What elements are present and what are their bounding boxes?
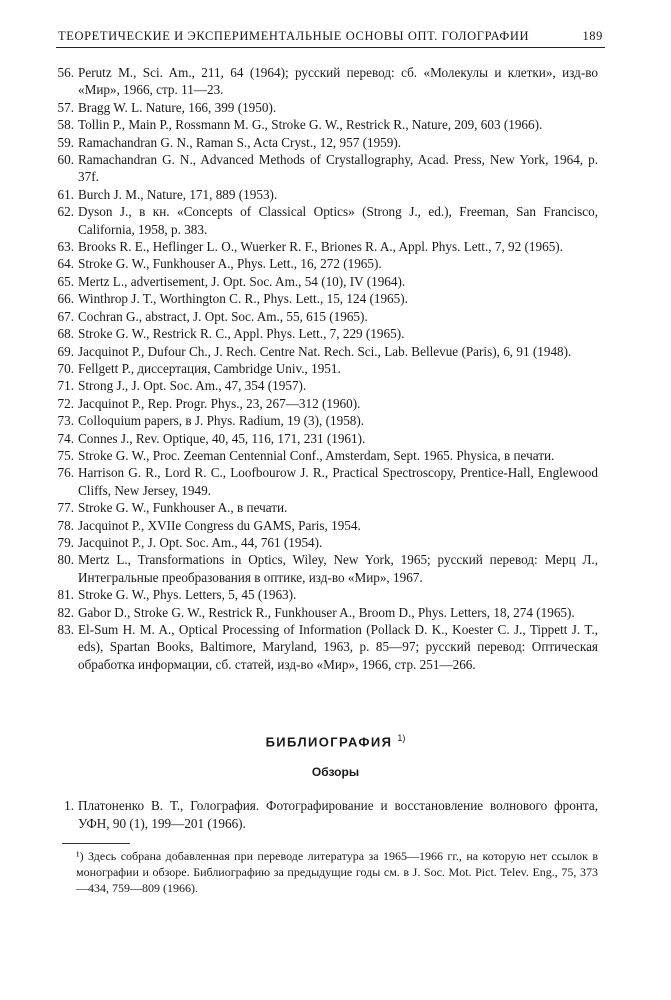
footnote-rule <box>62 843 130 844</box>
reference-item: 69. Jacquinot P., Dufour Ch., J. Rech. Centre Nat. Rech. Sci., Lab. Bellevue (Paris), 6, 91 (1948). <box>57 343 572 359</box>
reference-item: 62. Dyson J., в кн. «Concepts of Classical Optics» (Strong J., ed.), Freeman, San Francisco, California, 1958, p. 383. <box>57 204 598 237</box>
reference-item: 71. Strong J., J. Opt. Soc. Am., 47, 354 (1957). <box>57 378 307 394</box>
reference-item: 65. Mertz L., advertisement, J. Opt. Soc. Am., 54 (10), IV (1964). <box>57 273 406 289</box>
footnote-marker: 1) <box>397 733 406 743</box>
reference-item: 67. Cochran G., abstract, J. Opt. Soc. Am., 55, 615 (1965). <box>57 308 368 324</box>
reference-item: 60. Ramachandran G. N., Advanced Methods of Crystallography, Acad. Press, New York, 1964, p. 37f. <box>57 152 598 185</box>
reference-item: 75. Stroke G. W., Proc. Zeeman Centennial Conf., Amsterdam, Sept. 1965. Physica, в печати. <box>57 447 555 463</box>
reference-item: 59. Ramachandran G. N., Raman S., Acta Cryst., 12, 957 (1959). <box>57 134 402 150</box>
reference-item: 78. Jacquinot P., XVIIe Congress du GAMS, Paris, 1954. <box>57 517 361 533</box>
bibliography-title: БИБЛИОГРАФИЯ <box>265 734 393 750</box>
running-head <box>58 28 603 44</box>
reference-item: 73. Colloquium papers, в J. Phys. Radium, 19 (3), (1958). <box>57 413 365 429</box>
bibliography-item: 1. Платоненко В. Т., Голография. Фотографирование и восстановление волнового фронта, УФН, 90 (1), 199—201 (1966). <box>64 798 598 832</box>
header-rule <box>56 47 605 48</box>
bibliography-list <box>52 797 598 834</box>
reference-item: 72. Jacquinot P., Rep. Progr. Phys., 23, 267—312 (1960). <box>57 395 361 411</box>
reference-item: 82. Gabor D., Stroke G. W., Restrick R., Funkhouser A., Broom D., Phys. Letters, 18, 274 (1965). <box>57 604 575 620</box>
reference-list <box>52 64 598 673</box>
footnote: ¹) Здесь собрана добавленная при переводе литература за 1965—1966 гг., на которую нет ссылок в монографии и обзоре. Библиографию за предыдущие годы см. в J. Soc. Mot. Pict. Telev. Eng., 75, 373—434, 759—809 (1966). <box>76 849 598 895</box>
reference-item: 80. Mertz L., Transformations in Optics, Wiley, New York, 1965; русский перевод: Мерц Л., Интегральные преобразования в оптике, изд-во «Мир», 1967. <box>57 552 598 585</box>
reference-item: 56. Perutz M., Sci. Am., 211, 64 (1964); русский перевод: сб. «Молекулы и клетки», изд-во «Мир», 1966, стр. 11—23. <box>57 65 598 98</box>
reference-item: 81. Stroke G. W., Phys. Letters, 5, 45 (1963). <box>57 587 297 603</box>
reference-item: 77. Stroke G. W., Funkhouser A., в печати. <box>57 500 288 516</box>
reference-item: 63. Brooks R. E., Heflinger L. O., Wuerker R. F., Briones R. A., Appl. Phys. Lett., 7, 92 (1965). <box>57 239 563 255</box>
reference-item: 70. Fellgett P., диссертация, Cambridge Univ., 1951. <box>57 360 341 376</box>
reference-item: 64. Stroke G. W., Funkhouser A., Phys. Lett., 16, 272 (1965). <box>57 256 382 272</box>
reference-item: 66. Winthrop J. T., Worthington C. R., Phys. Lett., 15, 124 (1965). <box>57 291 408 307</box>
reference-item: 58. Tollin P., Main P., Rossmann M. G., Stroke G. W., Restrick R., Nature, 209, 603 (1966). <box>57 117 543 133</box>
bibliography-heading <box>0 729 671 751</box>
reference-item: 68. Stroke G. W., Restrick R. C., Appl. Phys. Lett., 7, 229 (1965). <box>57 326 405 342</box>
page-number: 189 <box>582 29 603 43</box>
reference-item: 57. Bragg W. L. Nature, 166, 399 (1950). <box>57 99 277 115</box>
reference-item: 79. Jacquinot P., J. Opt. Soc. Am., 44, 761 (1954). <box>57 534 323 550</box>
running-head-title: ТЕОРЕТИЧЕСКИЕ И ЭКСПЕРИМЕНТАЛЬНЫЕ ОСНОВЫ ОПТ. ГОЛОГРАФИИ <box>58 29 530 43</box>
reviews-subheading: Обзоры <box>311 765 360 779</box>
reference-item: 76. Harrison G. R., Lord R. C., Loofbourow J. R., Practical Spectroscopy, Prentice-Hall, Englewood Cliffs, New Jersey, 1949. <box>57 465 598 498</box>
reference-item: 83. El-Sum H. M. A., Optical Processing of Information (Pollack D. K., Koester C. J., Tippett J. T., eds), Spartan Books, Baltimore, Maryland, 1963, p. 85—97; русский перевод: Оптическая обработка информации, сб. статей, изд-во «Мир», 1966, стр. 251—266. <box>57 622 598 672</box>
reference-item: 74. Connes J., Rev. Optique, 40, 45, 116, 171, 231 (1961). <box>57 430 366 446</box>
reference-item: 61. Burch J. M., Nature, 171, 889 (1953). <box>57 186 278 202</box>
